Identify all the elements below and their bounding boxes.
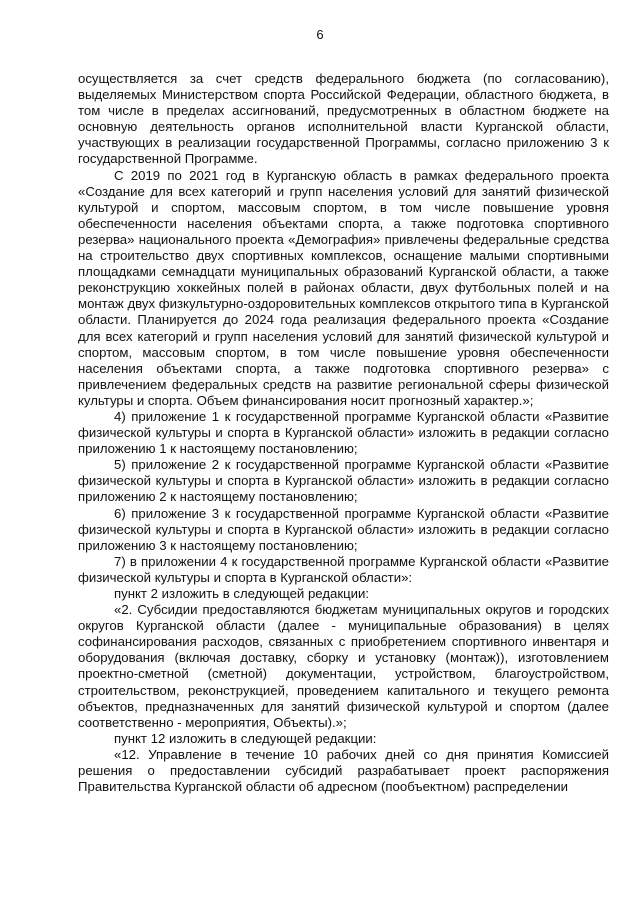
document-body [78,71,609,795]
paragraph: 6) приложение 3 к государственной программе Курганской области «Развитие физической культуры и спорта в Курганской области» изложить в редакции согласно приложению 3 к настоящему постановлению; [78,505,609,553]
paragraph: «2. Субсидии предоставляются бюджетам муниципальных округов и городских округов Курганской области (далее - муниципальные образования) в целях софинансирования расходов, связанных с приобретением спортивного инвентаря и оборудования (включая доставку, сборку и установку (монтаж)), изготовлением проектно-сметной (сметной) документации, устройством, благоустройством, строительством, реконструкцией, проведением капитального и текущего ремонта объектов, предназначенных для занятий физической культурой и спортом (далее соответственно - мероприятия, Объекты).»; [78,602,609,730]
paragraph: С 2019 по 2021 год в Курганскую область в рамках федерального проекта «Создание для всех категорий и групп населения условий для занятий физической культурой и спортом, массовым спортом, в том числе повышение уровня обеспеченности населения объектами спорта, а также подготовка спортивного резерва» национального проекта «Демография» привлечены федеральные средства на строительство двух спортивных комплексов, оснащение малыми спортивными площадками семнадцати муниципальных образований Курганской области, а также реконструкцию хоккейных полей в районах области, двух футбольных полей и на монтаж двух физкультурно-оздоровительных комплексов открытого типа в Курганской области. Планируется до 2024 года реализация федерального проекта «Создание для всех категорий и групп населения условий для занятий физической культурой и спортом, массовым спортом, в том числе повышение уровня обеспеченности населения объектами спорта, а также подготовка спортивного резерва» с привлечением федеральных средств на развитие региональной сферы физической культуры и спорта. Объем финансирования носит прогнозный характер.»; [78,167,609,408]
paragraph: пункт 2 изложить в следующей редакции: [114,586,370,601]
page-number: 6 [316,27,324,42]
paragraph: «12. Управление в течение 10 рабочих дней со дня принятия Комиссией решения о предоставлении субсидий разрабатывает проект распоряжения Правительства Курганской области об адресном (пообъектном) распределении [78,746,609,795]
paragraph: осуществляется за счет средств федерального бюджета (по согласованию), выделяемых Министерством спорта Российской Федерации, областного бюджета, в том числе в пределах ассигнований, предусмотренных в областном бюджете на основную деятельность органов исполнительной власти Курганской области, участвующих в реализации государственной Программы, согласно приложению 3 к государственной Программе. [78,71,609,167]
paragraph: 4) приложение 1 к государственной программе Курганской области «Развитие физической культуры и спорта в Курганской области» изложить в редакции согласно приложению 1 к настоящему постановлению; [78,408,609,457]
paragraph: пункт 12 изложить в следующей редакции: [114,730,377,746]
paragraph: 7) в приложении 4 к государственной программе Курганской области «Развитие физической культуры и спорта в Курганской области»: [78,553,609,585]
paragraph: 5) приложение 2 к государственной программе Курганской области «Развитие физической культуры и спорта в Курганской области» изложить в редакции согласно приложению 2 к настоящему постановлению; [78,457,609,505]
